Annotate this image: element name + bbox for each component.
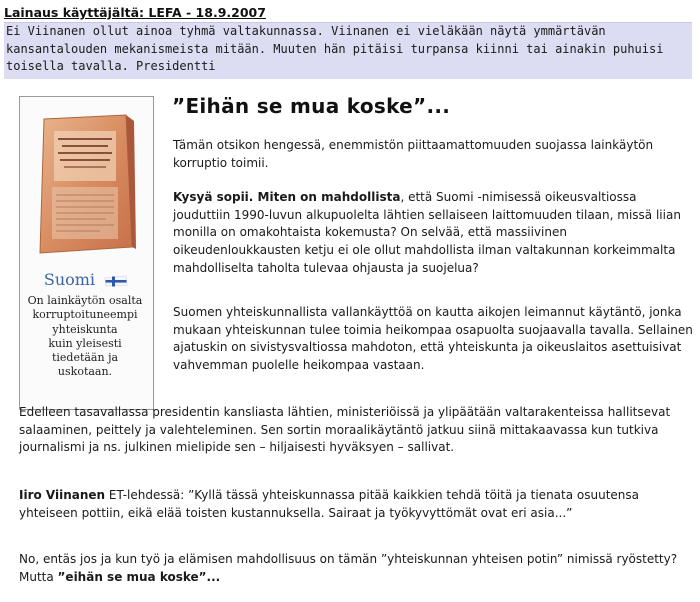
- paragraph-3: Suomen yhteiskunnallista vallankäyttöä on kautta aikojen leimannut käytäntö, jonka mukaan yhteiskunnan tulee toimia heikompaa osapuolta suojaavalla tavalla. Sellainen ajatuskin on sivistysvaltiossa mahdoton, että yhteiskunta ja oikeuslaitos asettuisivat vahvemman puolelle heikompaa vastaan.: [173, 305, 693, 373]
- quote-title: Lainaus käyttäjältä: LEFA - 18.9.2007: [4, 5, 266, 20]
- suomi-label: Suomi: [43, 270, 96, 289]
- paragraph-5: [19, 487, 693, 522]
- suomi-label-row: [20, 270, 152, 289]
- paragraph-2: [173, 189, 693, 278]
- finland-flag-icon: [104, 274, 128, 288]
- sidebar-caption: On lainkäytön osalta korruptoituneempi yhteiskunta kuin yleisesti tiedetään ja uskotaan.: [27, 294, 143, 379]
- paragraph-4: Edelleen tasavallassa presidentin kansliasta lähtien, ministeriöissä ja ylipäätään valtarakenteissa hallitsevat salaaminen, peittely ja valehteleminen. Sen sortin moraalikäytäntö jatkuu siinä mittakaavassa kun tutkiva journalismi ja ns. julkinen mielipide sen – hiljaisesti hyväksyen – sallivat.: [19, 405, 671, 455]
- paragraph-6-bold: ”eihän se mua koske”...: [57, 569, 221, 584]
- paragraph-2-bold: Kysyä sopii. Miten on mahdollista: [173, 190, 401, 204]
- book-cover-image: [36, 113, 136, 255]
- paragraph-6-text: No, entäs jos ja kun työ ja elämisen mahdollisuus on tämän ”yhteiskunnan yhteisen potin” nimissä ryöstetty? Mutta: [19, 552, 678, 584]
- quote-text: Ei Viinanen ollut ainoa tyhmä valtakunnassa. Viinanen ei vieläkään näytä ymmärtävän kansantalouden mekanismeista mitään. Muuten hän pitäisi turpansa kiinni tai ainakin puhuisi toisella tavalla. Presidentti: [6, 24, 664, 73]
- paragraph-5-bold: Iiro Viinanen: [19, 488, 106, 502]
- article-heading: ”Eihän se mua koske”...: [172, 94, 451, 118]
- paragraph-2-text: , että Suomi -nimisessä oikeusvaltiossa jouduttiin 1990-luvun alkupuolelta lähtien sellaiseen laittomuuden tilaan, missä liian monilla on omakohtaista kokemusta? On selvää, että massiivinen oikeudenloukkausten ketju ei ole ollut mahdollista ilman valtakunnan korkeimmalta mahdolliselta taholta tulevaa ohjausta ja suojelua?: [173, 190, 681, 275]
- paragraph-6: [19, 551, 693, 586]
- paragraph-1: Tämän otsikon hengessä, enemmistön piittaamattomuuden suojassa lainkäytön korruptio toimii.: [173, 138, 654, 170]
- paragraph-5-text: ET-lehdessä: ”Kyllä tässä yhteiskunnassa pitää kaikkien tehdä töitä ja tienata osuutensa yhteiseen pottiin, eikä elää toisten kustannuksella. Sairaat ja työkyvyttömät ovat eri asia...”: [19, 488, 639, 520]
